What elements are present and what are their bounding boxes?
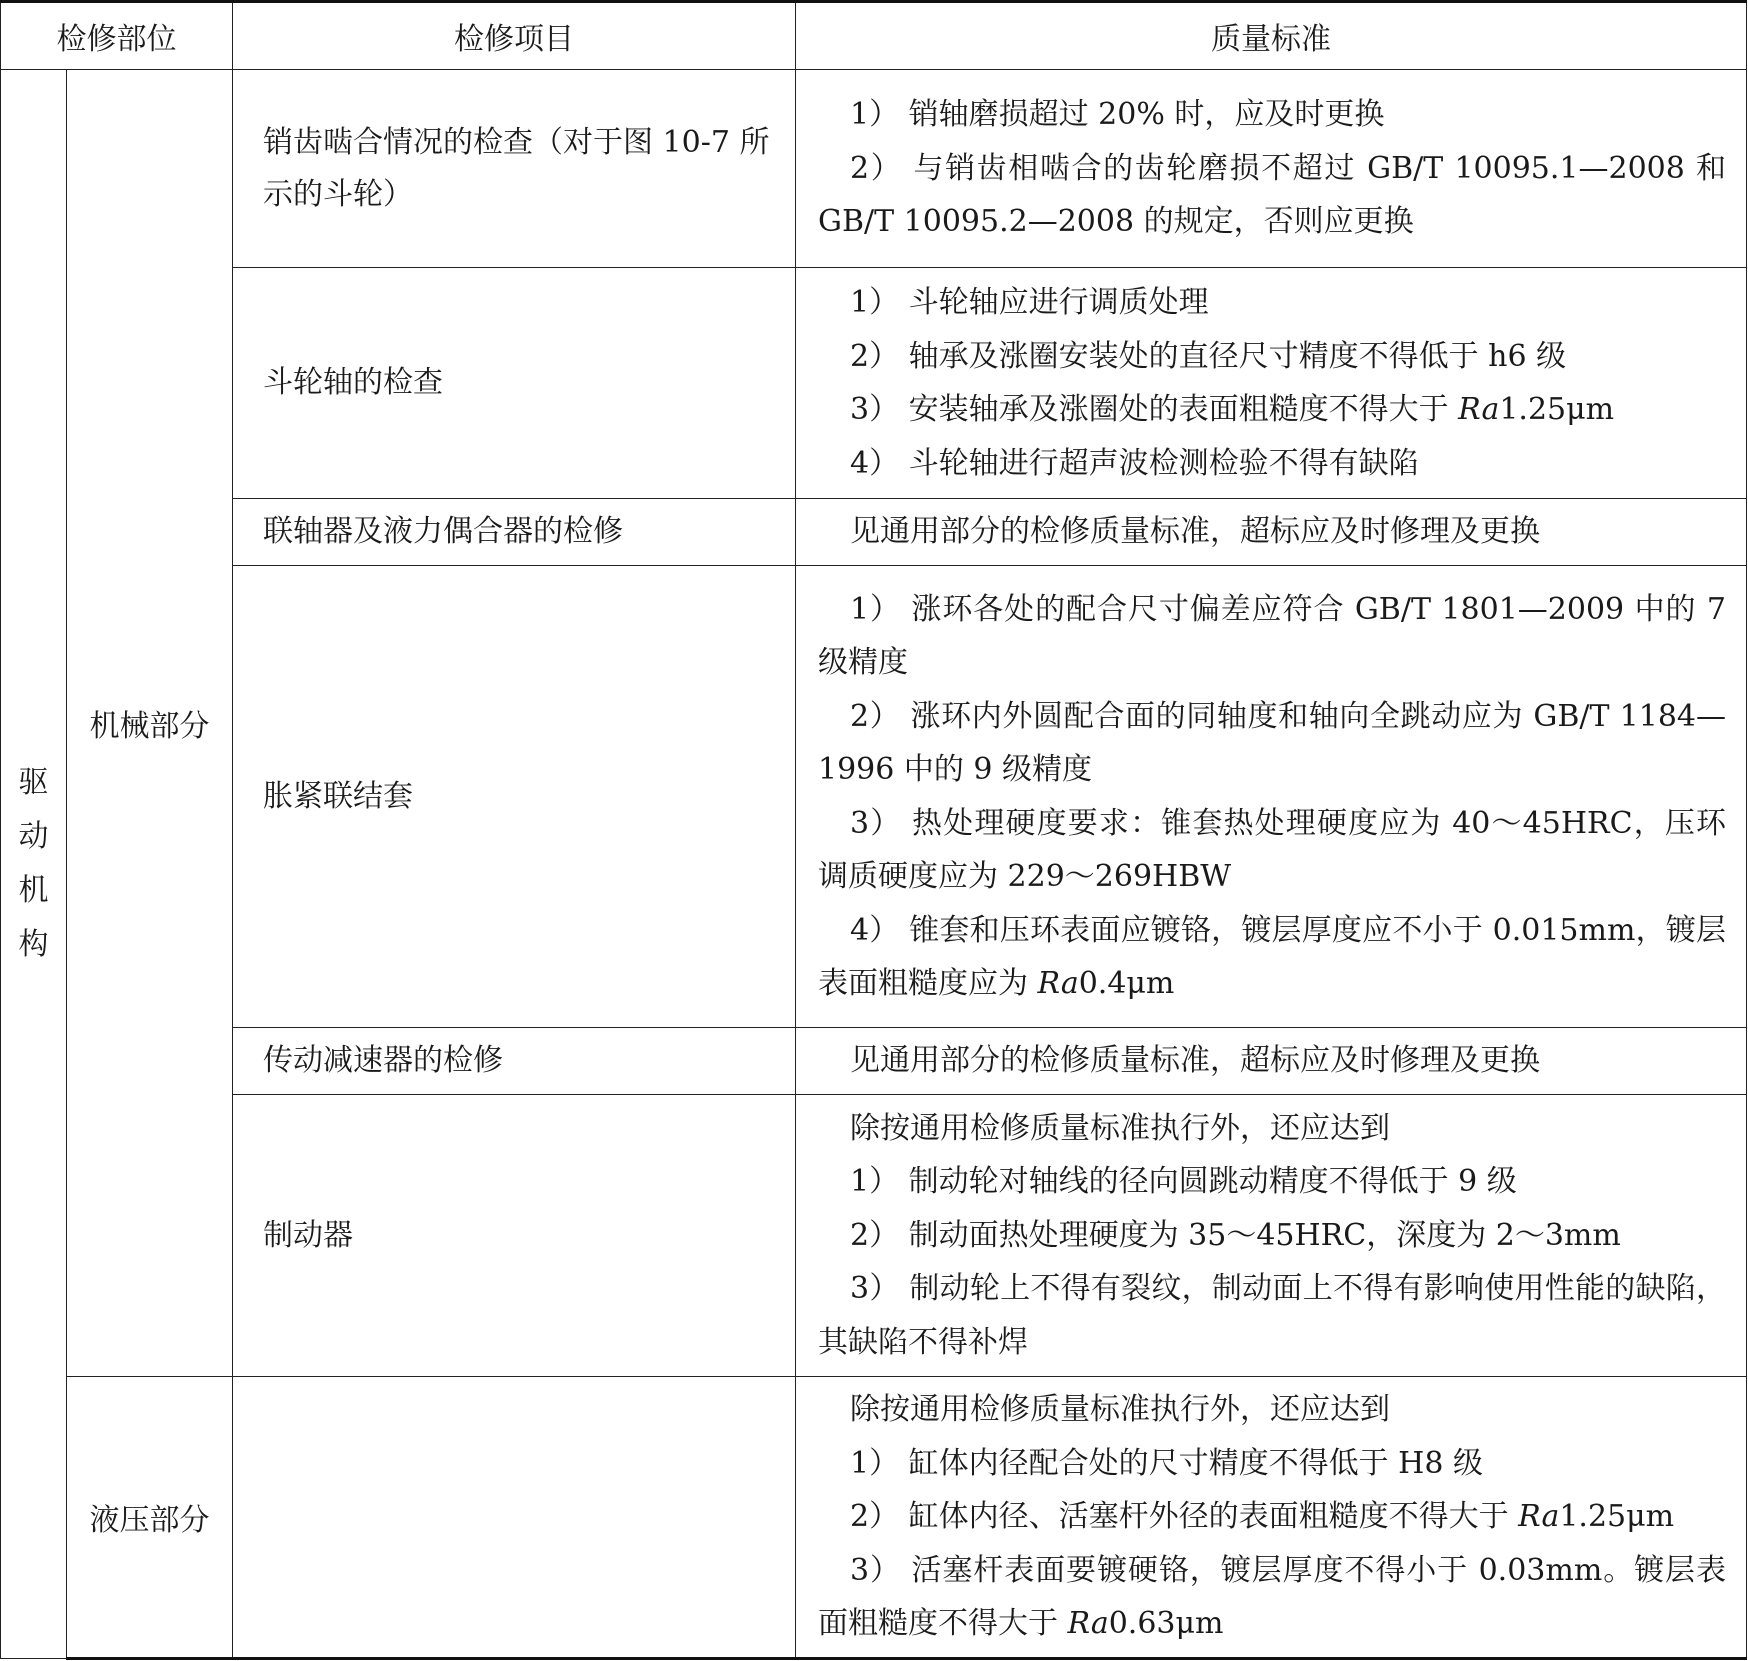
standard-line: 2） 与销齿相啮合的齿轮磨损不超过 GB/T 10095.1—2008 和 GB/T 10095.2—2008 的规定，否则应更换 <box>818 150 1726 240</box>
quality-standard <box>796 1095 1747 1377</box>
standard-line: 3） 热处理硬度要求：锥套热处理硬度应为 40～45HRC，压环调质硬度应为 229～269HBW <box>818 805 1726 894</box>
standard-line: 除按通用检修质量标准执行外，还应达到 <box>850 1392 1390 1428</box>
standard-line: 1） 销轴磨损超过 20% 时，应及时更换 <box>850 97 1385 133</box>
roughness-symbol: Ra <box>1518 1499 1560 1535</box>
table-row <box>1 70 1747 268</box>
inspection-item: 销齿啮合情况的检查（对于图 10-7 所示的斗轮） <box>233 70 796 268</box>
category-char: 动 <box>18 819 49 854</box>
standard-line: 1） 缸体内径配合处的尺寸精度不得低于 H8 级 <box>850 1445 1483 1481</box>
header-inspection-part: 检修部位 <box>1 2 233 70</box>
table-row <box>1 1028 1747 1095</box>
roughness-symbol: Ra <box>1067 1606 1109 1642</box>
category-char: 驱 <box>18 765 49 800</box>
table-header-row <box>1 2 1747 70</box>
header-inspection-item: 检修项目 <box>233 2 796 70</box>
category-char: 构 <box>18 927 49 962</box>
table-row <box>1 566 1747 1028</box>
quality-standard <box>796 70 1747 268</box>
category-char: 机 <box>18 873 49 908</box>
standard-line: 4） 锥套和压环表面应镀铬，镀层厚度应不小于 0.015mm，镀层表面粗糙度应为 Ra0.4μm <box>818 912 1726 1001</box>
inspection-item <box>233 1377 796 1659</box>
standard-line: 2） 制动面热处理硬度为 35～45HRC，深度为 2～3mm <box>850 1217 1621 1253</box>
roughness-symbol: Ra <box>1458 392 1500 427</box>
standard-line: 2） 缸体内径、活塞杆外径的表面粗糙度不得大于 Ra1.25μm <box>850 1499 1675 1535</box>
standard-line: 除按通用检修质量标准执行外，还应达到 <box>850 1110 1390 1146</box>
inspection-item: 胀紧联结套 <box>233 566 796 1028</box>
inspection-item: 斗轮轴的检查 <box>233 268 796 499</box>
roughness-symbol: Ra <box>1037 966 1079 1001</box>
table-row <box>1 1095 1747 1377</box>
standard-line: 见通用部分的检修质量标准，超标应及时修理及更换 <box>850 1043 1540 1079</box>
quality-standard <box>796 566 1747 1028</box>
header-quality-standard: 质量标准 <box>796 2 1747 70</box>
quality-standard <box>796 1028 1747 1095</box>
standard-line: 2） 涨环内外圆配合面的同轴度和轴向全跳动应为 GB/T 1184—1996 中的 9 级精度 <box>818 698 1726 787</box>
standard-line: 4） 斗轮轴进行超声波检测检验不得有缺陷 <box>850 445 1419 481</box>
standard-line: 2） 轴承及涨圈安装处的直径尺寸精度不得低于 h6 级 <box>850 338 1567 374</box>
table-row <box>1 499 1747 566</box>
standard-line: 1） 涨环各处的配合尺寸偏差应符合 GB/T 1801—2009 中的 7 级精度 <box>818 591 1726 680</box>
table-row <box>1 1377 1747 1659</box>
standard-line: 1） 制动轮对轴线的径向圆跳动精度不得低于 9 级 <box>850 1164 1517 1200</box>
quality-standard <box>796 499 1747 566</box>
standard-line: 3） 活塞杆表面要镀硬铬，镀层厚度不得小于 0.03mm。镀层表面粗糙度不得大于 Ra0.63μm <box>818 1552 1726 1642</box>
standard-line: 3） 制动轮上不得有裂纹，制动面上不得有影响使用性能的缺陷，其缺陷不得补焊 <box>818 1271 1726 1360</box>
standard-line: 3） 安装轴承及涨圈处的表面粗糙度不得大于 Ra1.25μm <box>850 392 1615 427</box>
section-mechanical: 机械部分 <box>67 70 233 1377</box>
inspection-item: 传动减速器的检修 <box>233 1028 796 1095</box>
category-drive-mechanism <box>1 70 67 1659</box>
table-row <box>1 268 1747 499</box>
inspection-item: 制动器 <box>233 1095 796 1377</box>
section-hydraulic: 液压部分 <box>67 1377 233 1659</box>
quality-standard <box>796 268 1747 499</box>
quality-standard <box>796 1377 1747 1659</box>
standard-line: 1） 斗轮轴应进行调质处理 <box>850 285 1209 320</box>
inspection-item: 联轴器及液力偶合器的检修 <box>233 499 796 566</box>
standard-line: 见通用部分的检修质量标准，超标应及时修理及更换 <box>850 514 1540 550</box>
